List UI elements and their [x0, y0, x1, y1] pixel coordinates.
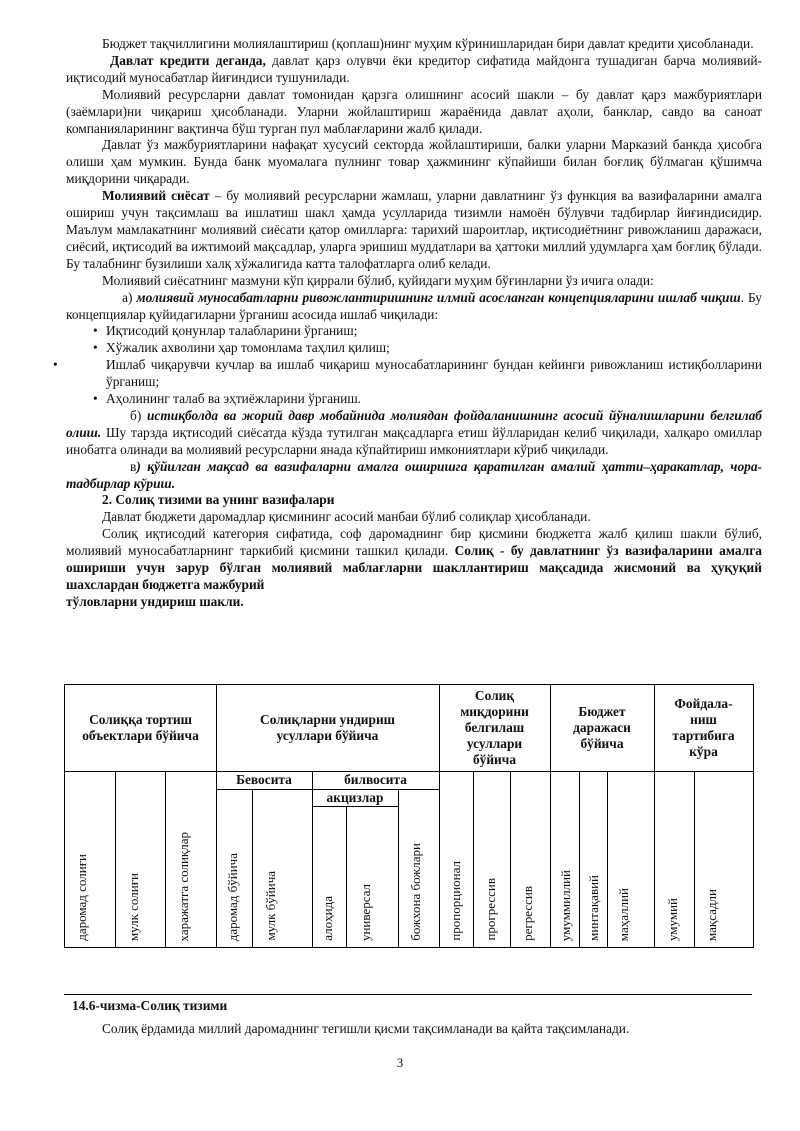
list-item: • Хўжалик ахволини ҳар томонлама таҳлил қилиш;: [106, 340, 762, 357]
column-label: пропорционал: [448, 861, 463, 941]
column-label: харажатга солиқлар: [176, 831, 191, 941]
subgroup-indirect: билвосита: [344, 772, 407, 787]
group-rate: Солиқ миқдорини белгилаш усуллари бўйича: [460, 688, 529, 767]
group-usage: Фойдала-ниш тартибига кўра: [672, 696, 735, 759]
paragraph-policy-content: Молиявий сиёсатнинг мазмуни кўп қиррали бўлиб, қуйидаги муҳим бўғинларни ўз ичига олади:: [102, 272, 654, 288]
group-objects: Солиққа тортиш объектлари бўйича: [82, 712, 199, 743]
bullet-list: [66, 323, 762, 408]
paragraph-borrowing: Молиявий ресурсларни давлат томонидан қарзга олишнинг асосий шакли – бу давлат қарз мажбуриятлари (заёмлари)ни чиқариш ҳисобланади. Уларни жойлаштириш жараёнида давлат аҳоли, банклар, савдо ва саноат компанияларининг вақтинча бўш турган пул маблағларини жалб қилади.: [66, 86, 762, 136]
page-number: 3: [396, 1055, 404, 1070]
list-item: • Аҳолининг талаб ва эҳтиёжларини ўрганиш.: [106, 391, 762, 408]
subgroup-excise: акцизлар: [326, 789, 384, 805]
subgroup-direct: Бевосита: [236, 772, 292, 787]
paragraph-item-v: в) қўйилган мақсад ва вазифаларни амалга оширишга қаратилган амалий ҳатти–ҳаракатлар, чора-тадбирлар кўриш.: [66, 458, 762, 491]
figure-caption: 14.6-чизма-Солиқ тизими: [72, 998, 228, 1013]
paragraph-state-credit: Давлат кредити деганда, давлат қарз олувчи ёки кредитор сифатида майдонга тушадиган барча молиявий-иқтисодий муносабатлар йиғиндиси тушунилади.: [66, 52, 762, 85]
list-item: • Иқтисодий қонунлар талабларини ўрганиш;: [106, 323, 762, 340]
tax-system-diagram: [64, 684, 754, 948]
column-label: универсал: [358, 883, 373, 941]
paragraph-budget-deficit: Бюджет тақчиллигини молиялаштириш (қоплаш)нинг муҳим кўринишларидан бири давлат кредити ҳисобланади.: [102, 36, 754, 51]
column-label: даромад солиғи: [74, 854, 89, 941]
paragraph-taxes-source: Давлат бюджети даромадлар қисмининг асосий манбаи бўлиб солиқлар ҳисобланади.: [102, 509, 591, 525]
paragraph-redistribution: Солиқ ёрдамида миллий даромаднинг тегишли қисми тақсимланади ва қайта тақсимланади.: [102, 1021, 630, 1036]
column-label: регрессив: [520, 886, 535, 941]
column-label: умумий: [665, 897, 680, 941]
document-body: [66, 36, 762, 611]
column-label: мақсадли: [704, 889, 719, 941]
column-label: божхона божлари: [408, 843, 423, 941]
column-label: умуммиллий: [558, 869, 573, 941]
column-label: мулк бўйича: [263, 871, 278, 941]
column-label: маҳаллий: [616, 887, 631, 941]
paragraph-item-a: а) молиявий муносабатларни ривожлантиришнинг илмий асосланган концепцияларини ишлаб чиқиш. Бу концепциялар қуйидагиларни ўрганиш асосида ишлаб чиқилади:: [66, 289, 762, 322]
group-methods: Солиқларни ундириш усуллари бўйича: [260, 712, 395, 743]
section-title: 2. Солиқ тизими ва унинг вазифалари: [102, 492, 335, 508]
column-label: минтақавий: [586, 875, 601, 941]
paragraph-obligations: Давлат ўз мажбуриятларини нафақат хусусий секторда жойлаштириши, балки уларни Марказий банкда ҳисобга олиши ҳам мумкин. Бунда банк муомалага пулнинг товар ҳажмининг кўпайиши билан боғлиқ бўлмаган қўшимча миқдорини чиқаради.: [66, 137, 762, 187]
column-label: алоҳида: [320, 896, 335, 941]
paragraph-financial-policy: Молиявий сиёсат – бу молиявий ресурсларни жамлаш, уларни давлатнинг ўз функция ва вазифаларини амалга ошириш учун тақсимлаш ва ишлатиш шакл ҳамда усулларида тизимли намоён бўлувчи тадбирлар йиғиндисидир. Маълум мамлакатнинг молиявий сиёсати қатор омилларга: тарихий шароитлар, иқтисодиётнинг ривожланиш даражаси, сиёсий, иқтисодий ва ижтимоий мақсадлар, уларга эришиш муддатлари ва ҳаттоки миллий удумларга ҳам боғлиқ бўлади. Бу талабнинг бузилиши халқ хўжалигида катта талофатларга олиб келади.: [66, 188, 762, 271]
list-item: • Ишлаб чиқарувчи кучлар ва ишлаб чиқариш муносабатларининг бундан кейинги ривожланиш истиқболларини ўрганиш;: [66, 357, 762, 391]
term-state-credit: Давлат кредити деганда,: [110, 52, 266, 68]
column-label: даромад бўйича: [225, 852, 240, 941]
column-label: прогрессив: [483, 878, 498, 941]
caption-divider: [64, 994, 752, 995]
term-tax-definition: Солиқ - бу давлатнинг ўз вазифаларини амалга ошириши учун зарур бўлган молиявий маблағларни шакллантириш мақсадида жисмоний ва ҳуқуқий шахслардан бюджетга мажбурий: [66, 543, 762, 592]
column-label: мулк солиғи: [126, 872, 141, 941]
tax-definition-end: тўловларни ундириш шакли.: [66, 593, 244, 609]
paragraph-item-b: б) истиқболда ва жорий давр мобайнида молиядан фойдаланишнинг асосий йўналишларини белгилаб олиш. Шу тарзда иқтисодий сиёсатда кўзда тутилган мақсадларга етиш йўлларидан келиб чиқилади, халқаро омиллар инобатга олинади ва молиявий ресурсларни янада кўпайтириш имкониятлари кўриб чиқилади.: [66, 407, 762, 457]
paragraph-tax-definition: Солиқ иқтисодий категория сифатида, соф даромаднинг бир қисмини бюджетга жалб қилиш шакли бўлиб, молиявий муносабатларнинг таркибий қисмини ташкил қилади. Солиқ - бу давлатнинг ўз вазифаларини амалга ошириши учун зарур бўлган молиявий маблағларни шакллантириш мақсадида жисмоний ва ҳуқуқий шахслардан бюджетга мажбурий: [66, 526, 762, 592]
group-budget: Бюджет даражаси бўйича: [573, 704, 631, 751]
term-financial-policy: Молиявий сиёсат: [102, 188, 210, 204]
